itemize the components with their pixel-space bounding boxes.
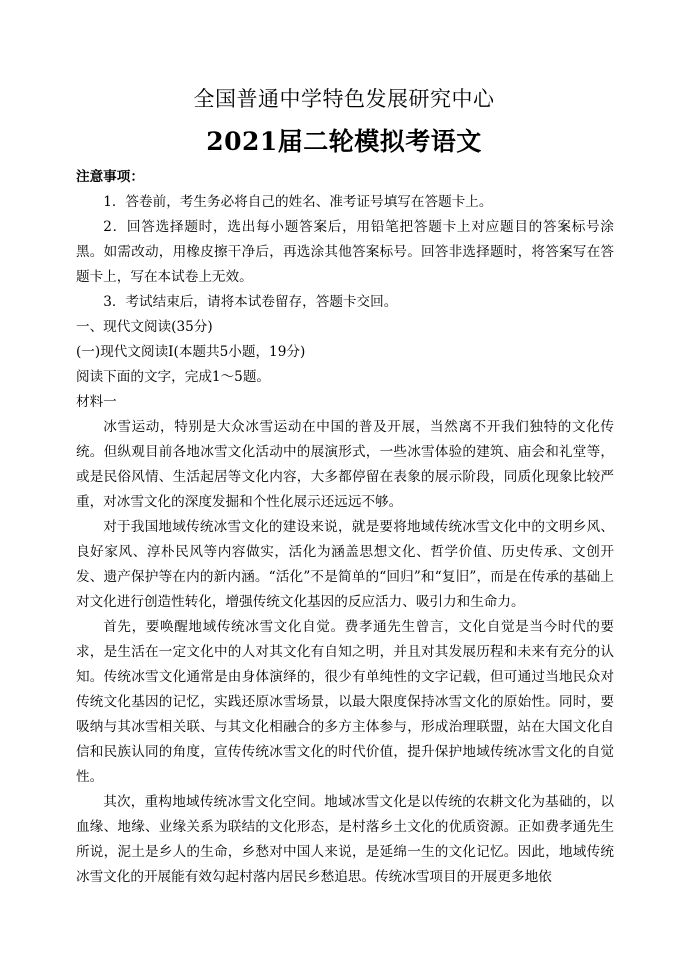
notice-item-3: 3．考试结束后，请将本试卷留存，答题卡交回。 xyxy=(103,294,398,310)
section-subheading: (一)现代文阅读Ⅰ(本题共5小题，19分) xyxy=(76,344,306,360)
notice-heading: 注意事项： xyxy=(76,169,144,185)
material-paragraph-1: 冰雪运动，特别是大众冰雪运动在中国的普及开展，当然离不开我们独特的文化传统。但纵观目前各地冰雪文化活动中的展演形式，一些冰雪体验的建筑、庙会和礼堂等，或是民俗风情、生活起居等文化内容，大多都停留在表象的展示阶段，同质化现象比较严重，对冰雪文化的深度发掘和个性化展示还远远不够。 xyxy=(76,419,614,510)
material-label: 材料一 xyxy=(76,394,117,410)
material-paragraph-4: 其次，重构地域传统冰雪文化空间。地域冰雪文化是以传统的农耕文化为基础的，以血缘、地缘、业缘关系为联结的文化形态，是村落乡土文化的优质资源。正如费孝通先生所说，泥土是乡人的生命，乡愁对中国人来说，是延绵一生的文化记忆。因此，地域传统冰雪文化的开展能有效勾起村落内居民乡愁追思。传统冰雪项目的开展更多地依 xyxy=(76,794,614,885)
organization-name: 全国普通中学特色发展研究中心 xyxy=(193,87,495,111)
reading-instruction: 阅读下面的文字，完成1～5题。 xyxy=(76,369,271,385)
material-paragraph-3: 首先，要唤醒地域传统冰雪文化自觉。费孝通先生曾言，文化自觉是当今时代的要求，是生活在一定文化中的人对其文化有自知之明，并且对其发展历程和未来有充分的认知。传统冰雪文化通常是由身体演绎的，很少有单纯性的文字记载，但可通过当地民众对传统文化基因的记忆，实践还原冰雪场景，以最大限度保持冰雪文化的原始性。同时，要吸纳与其冰雪相关联、与其文化相融合的多方主体参与，形成治理联盟，站在大国文化自信和民族认同的角度，宣传传统冰雪文化的时代价值，提升保护地域传统冰雪文化的自觉性。 xyxy=(76,619,614,785)
notice-item-1: 1．答卷前，考生务必将自己的姓名、准考证号填写在答题卡上。 xyxy=(103,194,493,210)
material-paragraph-2: 对于我国地域传统冰雪文化的建设来说，就是要将地域传统冰雪文化中的文明乡风、良好家风、淳朴民风等内容做实，活化为涵盖思想文化、哲学价值、历史传承、文创开发、遗产保护等在内的新内涵。“活化”不是简单的“回归”和“复旧”，而是在传承的基础上对文化进行创造性转化，增强传统文化基因的反应活力、吸引力和生命力。 xyxy=(76,519,614,610)
exam-body xyxy=(76,165,614,890)
notice-item-2: 2．回答选择题时，选出每小题答案后，用铅笔把答题卡上对应题目的答案标号涂黑。如需改动，用橡皮擦干净后，再选涂其他答案标号。回答非选择题时，将答案写在答题卡上，写在本试卷上无效。 xyxy=(76,219,614,285)
exam-title: 2021届二轮模拟考语文 xyxy=(206,127,482,156)
section-heading: 一、现代文阅读(35分) xyxy=(76,319,213,335)
